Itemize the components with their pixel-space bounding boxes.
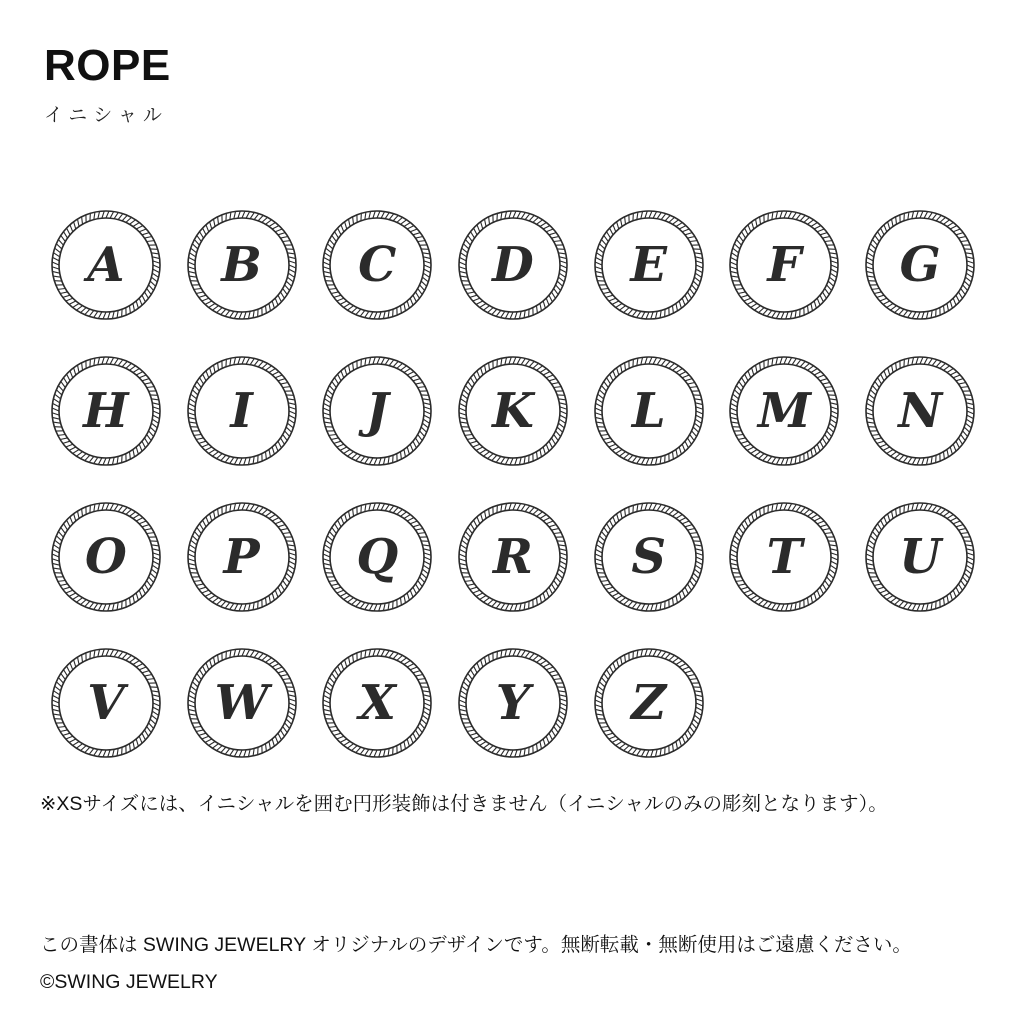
rope-circle-icon [591, 645, 707, 761]
initial-cell [317, 497, 437, 617]
rope-circle-icon [726, 353, 842, 469]
initial-cell [724, 497, 844, 617]
rope-circle-icon [591, 499, 707, 615]
sheet-header [44, 41, 171, 127]
page-title: ROPE [44, 41, 171, 90]
initial-letter: N [898, 383, 943, 439]
initial-letter: L [631, 383, 666, 439]
initial-letter: O [84, 529, 127, 585]
initial-cell [453, 351, 573, 471]
initial-letter: E [630, 237, 667, 293]
rope-circle-icon [726, 499, 842, 615]
rope-circle-icon [48, 207, 164, 323]
initial-letter: I [230, 383, 253, 439]
initial-cell [724, 205, 844, 325]
rope-circle-icon [455, 645, 571, 761]
initial-cell [182, 205, 302, 325]
rope-circle-icon [591, 207, 707, 323]
rope-circle-icon [862, 207, 978, 323]
initial-cell [860, 205, 980, 325]
initial-letter: S [631, 529, 667, 585]
initial-letter: U [899, 529, 942, 585]
initial-cell [46, 351, 166, 471]
copyright-text: ©SWING JEWELRY [40, 971, 218, 994]
initial-cell [860, 497, 980, 617]
initial-letter: J [365, 383, 389, 439]
rope-circle-icon [184, 645, 300, 761]
initial-letter: M [757, 383, 811, 439]
initial-cell [589, 351, 709, 471]
initial-letter: X [358, 675, 396, 731]
initial-letter: C [358, 237, 397, 293]
initial-cell [182, 351, 302, 471]
rope-circle-icon [184, 499, 300, 615]
initial-cell [589, 643, 709, 763]
initial-cell [589, 497, 709, 617]
initial-cell [182, 643, 302, 763]
initial-letter: K [492, 383, 534, 439]
initial-letter: G [899, 237, 941, 293]
rope-circle-icon [455, 353, 571, 469]
rope-circle-icon [319, 645, 435, 761]
initial-cell [46, 643, 166, 763]
rope-circle-icon [48, 645, 164, 761]
rope-circle-icon [319, 207, 435, 323]
initial-cell [724, 351, 844, 471]
initial-letter: D [492, 237, 534, 293]
size-note: ※XSサイズには、イニシャルを囲む円形装飾は付きません（イニシャルのみの彫刻となります）。 [40, 793, 888, 815]
rope-circle-icon [184, 353, 300, 469]
initial-letter: Q [356, 529, 399, 585]
initial-cell [46, 205, 166, 325]
footer-usage-text: この書体は SWING JEWELRY オリジナルのデザインです。無断転載・無断使用はご遠慮ください。 [40, 934, 912, 956]
footer [40, 930, 990, 998]
initial-cell [860, 351, 980, 471]
initial-cell [453, 497, 573, 617]
initial-cell [317, 643, 437, 763]
initial-letter: B [221, 237, 262, 293]
initial-cell [317, 351, 437, 471]
initial-letter: W [214, 675, 269, 731]
page-subtitle: イニシャル [44, 105, 168, 126]
initial-cell [317, 205, 437, 325]
initial-letter: T [766, 529, 803, 585]
initial-cell [589, 205, 709, 325]
initial-cell [453, 205, 573, 325]
rope-circle-icon [48, 499, 164, 615]
rope-circle-icon [862, 353, 978, 469]
initial-letter: V [87, 675, 125, 731]
rope-circle-icon [726, 207, 842, 323]
rope-circle-icon [455, 499, 571, 615]
initial-letter: A [87, 237, 125, 293]
rope-circle-icon [862, 499, 978, 615]
rope-circle-icon [319, 499, 435, 615]
alphabet-grid [38, 205, 988, 763]
rope-circle-icon [591, 353, 707, 469]
initial-letter: R [493, 529, 533, 585]
initial-letter: P [223, 529, 260, 585]
initial-cell [182, 497, 302, 617]
rope-circle-icon [455, 207, 571, 323]
initial-cell [46, 497, 166, 617]
initial-letter: F [767, 237, 802, 293]
rope-circle-icon [319, 353, 435, 469]
rope-circle-icon [184, 207, 300, 323]
initial-letter: H [83, 383, 129, 439]
initial-letter: Z [631, 675, 667, 731]
initial-letter: Y [495, 675, 531, 731]
rope-circle-icon [48, 353, 164, 469]
initial-cell [453, 643, 573, 763]
